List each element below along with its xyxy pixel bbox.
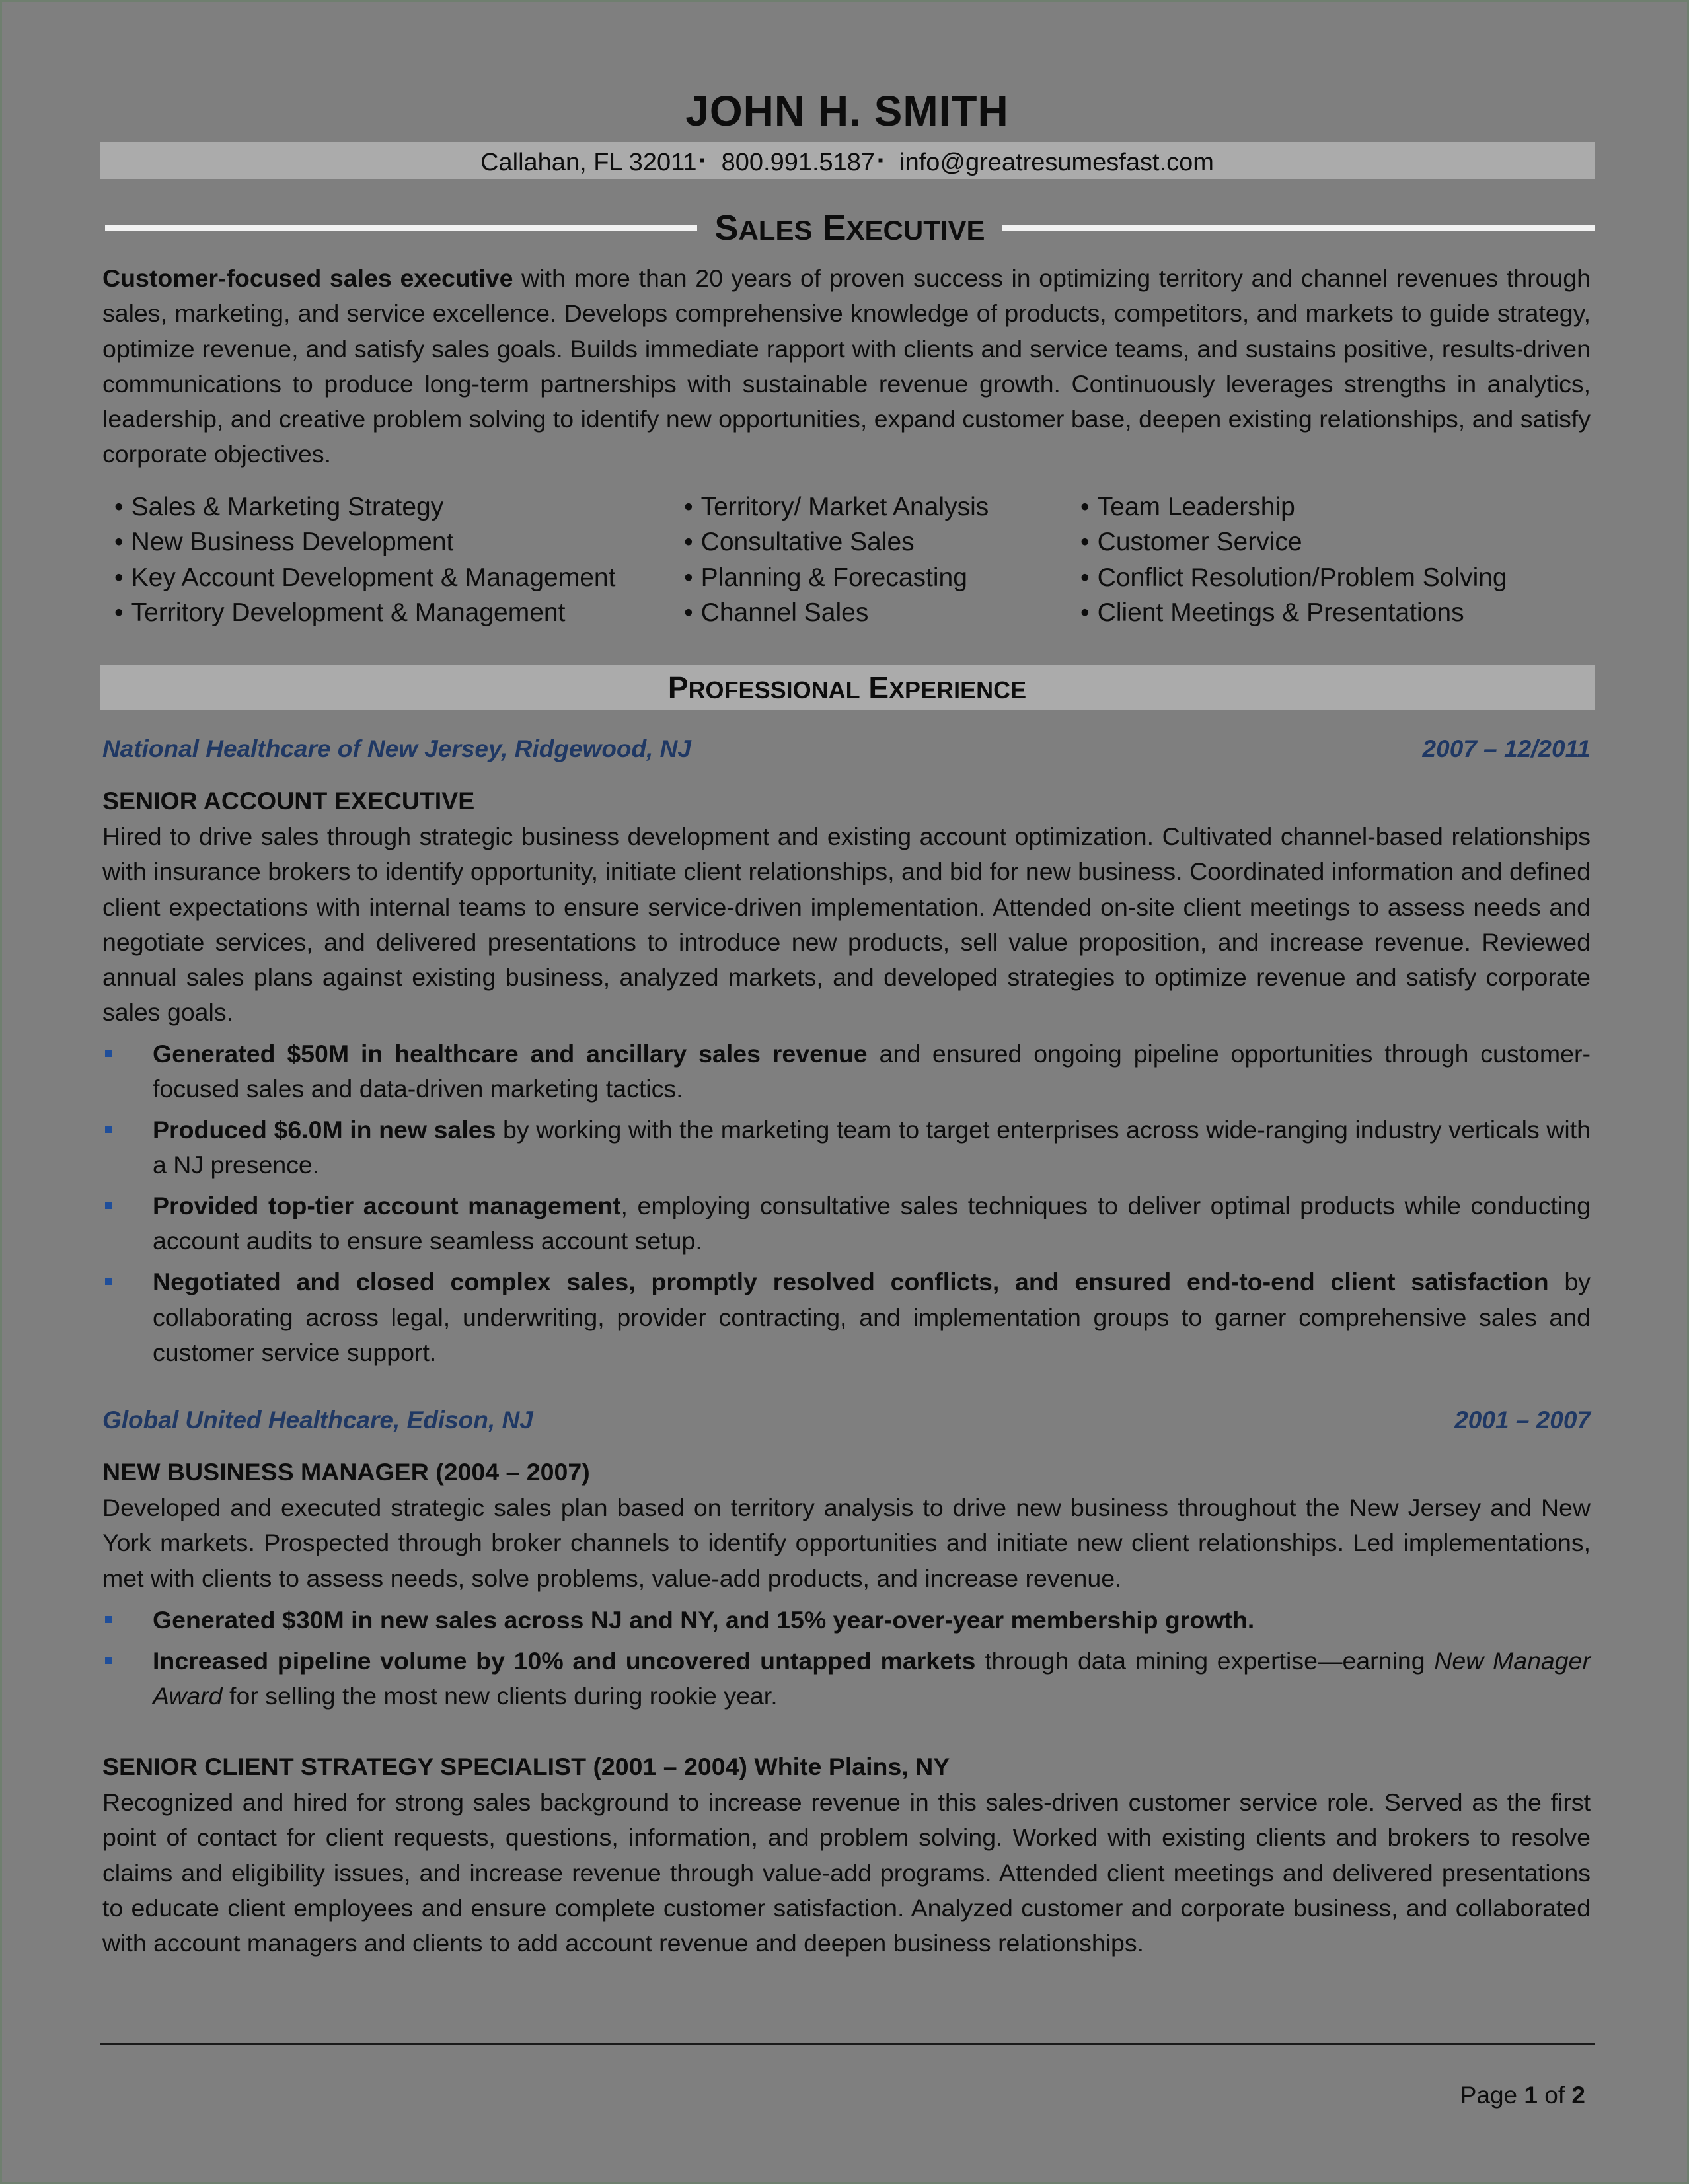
skills-column-3 — [1080, 490, 1507, 630]
skill-item: • Client Meetings & Presentations — [1080, 595, 1507, 630]
separator: ▪ — [878, 151, 883, 169]
employer-name: Global United Healthcare, Edison, NJ — [102, 1406, 533, 1434]
job-title: SENIOR ACCOUNT EXECUTIVE — [102, 787, 475, 815]
skill-item: • Sales & Marketing Strategy — [114, 490, 615, 525]
separator: ▪ — [699, 151, 706, 169]
skill-item: • Territory Development & Management — [114, 595, 615, 630]
employer-line — [102, 733, 1591, 766]
job-description: Hired to drive sales through strategic business development and existing account optimization. Cultivated channel-based relationships with insurance brokers to identify opportunity, initiate client relationships, and bid for new business. Coordinated information and defined client expectations with internal teams to ensure service-driven implementation. Attended on-site client meetings to assess needs and negotiate services, and delivered presentations to introduce new products, sell value proposition, and increase revenue. Reviewed annual sales plans against existing business, analyzed markets, and developed strategies to optimize revenue and satisfy corporate sales goals. — [102, 822, 1591, 1027]
footer-divider — [100, 2043, 1595, 2045]
achievement-item: Negotiated and closed complex sales, promptly resolved conflicts, and ensured end-to-end client satisfaction by collaborating across legal, underwriting, provider contracting, and implementation groups to garner comprehensive sales and customer service support. — [102, 1264, 1591, 1370]
skill-item: • New Business Development — [114, 525, 615, 560]
summary-paragraph — [102, 261, 1591, 472]
skills-list — [114, 490, 1595, 635]
skill-item: • Territory/ Market Analysis — [684, 490, 989, 525]
achievement-item: Increased pipeline volume by 10% and uncovered untapped markets through data mining expertise—earning New Manager Award for selling the most new clients during rookie year. — [102, 1644, 1591, 1714]
headline-rule-left — [105, 225, 697, 231]
contact-bar — [100, 142, 1595, 179]
employment-dates: 2001 – 2007 — [1454, 1406, 1591, 1434]
skill-item: • Key Account Development & Management — [114, 560, 615, 595]
job-description: Developed and executed strategic sales plan based on territory analysis to drive new business throughout the New Jersey and New York markets. Prospected through broker channels to identify opportunities and initiate new client relationships. Led implementations, met with clients to assess needs, solve problems, value-add products, and increase revenue. — [102, 1494, 1591, 1592]
achievement-list — [102, 1037, 1591, 1376]
summary-lead: Customer-focused sales executive — [102, 264, 513, 292]
employment-dates: 2007 – 12/2011 — [1422, 735, 1591, 762]
job-title: NEW BUSINESS MANAGER (2004 – 2007) — [102, 1458, 590, 1486]
achievement-item: Produced $6.0M in new sales by working with the marketing team to target enterprises across wide-ranging industry verticals with a NJ presence. — [102, 1112, 1591, 1183]
email: info@greatresumesfast.com — [899, 149, 1214, 176]
skill-item: • Team Leadership — [1080, 490, 1507, 525]
headline-rule-right — [1002, 225, 1595, 231]
skill-item: • Customer Service — [1080, 525, 1507, 560]
skill-item: • Consultative Sales — [684, 525, 989, 560]
achievement-list — [102, 1603, 1591, 1720]
achievement-item: Provided top-tier account management, employing consultative sales techniques to deliver optimal products while conducting account audits to ensure seamless account setup. — [102, 1188, 1591, 1259]
skill-item: • Conflict Resolution/Problem Solving — [1080, 560, 1507, 595]
achievement-item: Generated $30M in new sales across NJ and NY, and 15% year-over-year membership growth. — [102, 1603, 1591, 1638]
headline-row — [105, 200, 1595, 256]
page-number: Page 1 of 2 — [1460, 2082, 1585, 2109]
job-title: SENIOR CLIENT STRATEGY SPECIALIST (2001 – 2004) White Plains, NY — [102, 1753, 950, 1780]
skill-item: • Planning & Forecasting — [684, 560, 989, 595]
employer-line — [102, 1404, 1591, 1437]
employer-name: National Healthcare of New Jersey, Ridgewood, NJ — [102, 735, 691, 762]
skills-column-1 — [114, 490, 615, 630]
headline-title: SALES EXECUTIVE — [714, 208, 985, 248]
address: Callahan, FL 32011 — [480, 149, 697, 176]
candidate-name: JOHN H. SMITH — [685, 87, 1009, 135]
summary-text: with more than 20 years of proven success in optimizing territory and channel revenues through sales, marketing, and service excellence. Develops comprehensive knowledge of products, competitors, and markets to guide strategy, optimize revenue, and satisfy sales goals. Builds immediate rapport with clients and service teams, and sustains positive, results-driven communications to produce long-term partnerships with sustainable revenue growth. Continuously leverages strengths in analytics, leadership, and creative problem solving to identify new opportunities, expand customer base, deepen existing relationships, and satisfy corporate objectives. — [102, 264, 1591, 468]
skill-item: • Channel Sales — [684, 595, 989, 630]
section-heading-experience: PROFESSIONAL EXPERIENCE — [100, 665, 1595, 710]
phone: 800.991.5187 — [721, 149, 876, 176]
achievement-item: Generated $50M in healthcare and ancillary sales revenue and ensured ongoing pipeline opportunities through customer-focused sales and data-driven marketing tactics. — [102, 1037, 1591, 1107]
job-description: Recognized and hired for strong sales background to increase revenue in this sales-driven customer service role. Served as the first point of contact for client requests, questions, information, and problem solving. Worked with existing clients and brokers to resolve claims and eligibility issues, and increase revenue through value-add programs. Attended client meetings and delivered presentations to educate client employees and ensure complete customer satisfaction. Analyzed customer and corporate business, and collaborated with account managers and clients to add account revenue and deepen business relationships. — [102, 1788, 1591, 1957]
skills-column-2 — [684, 490, 989, 630]
